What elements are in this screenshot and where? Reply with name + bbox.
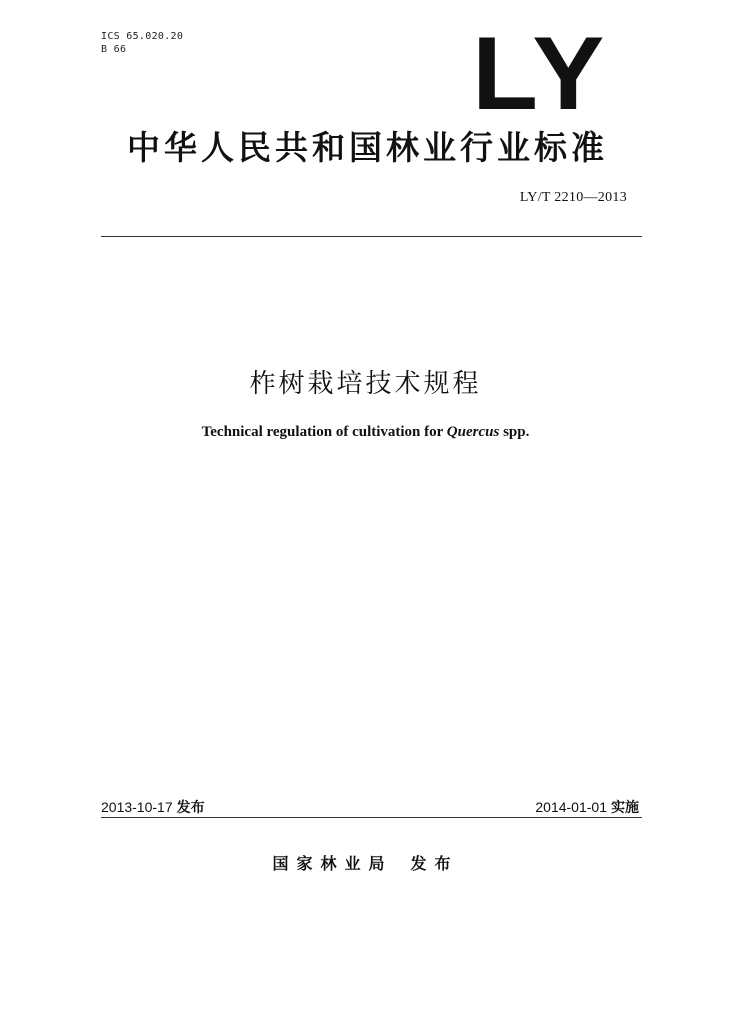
standard-number: LY/T 2210—2013 — [519, 190, 627, 205]
implement-date: 2014-01-01 — [535, 799, 607, 815]
header-divider — [101, 236, 642, 237]
issuer-name: 国家林业局 — [272, 854, 393, 873]
title-en-suffix: spp. — [499, 424, 530, 440]
ics-code: ICS 65.020.20 — [101, 31, 184, 42]
ly-logo: LY — [472, 16, 609, 132]
implement-tag: 实施 — [611, 800, 639, 816]
footer-divider — [101, 817, 642, 818]
issue-date-line — [101, 797, 205, 817]
title-en-prefix: Technical regulation of cultivation for — [201, 424, 447, 440]
document-title-en — [0, 424, 731, 441]
document-title-cn: 柞树栽培技术规程 — [249, 369, 482, 399]
ccs-code: B 66 — [101, 44, 127, 55]
implement-date-line — [535, 797, 639, 817]
issuer-line — [0, 851, 731, 874]
issuer-tag: 发布 — [410, 854, 459, 873]
title-en-latin: Quercus — [446, 424, 500, 440]
issue-tag: 发布 — [176, 800, 205, 816]
classification-codes — [101, 30, 183, 56]
standard-category-title: 中华人民共和国林业行业标准 — [127, 128, 608, 167]
issue-date: 2013-10-17 — [101, 799, 173, 815]
